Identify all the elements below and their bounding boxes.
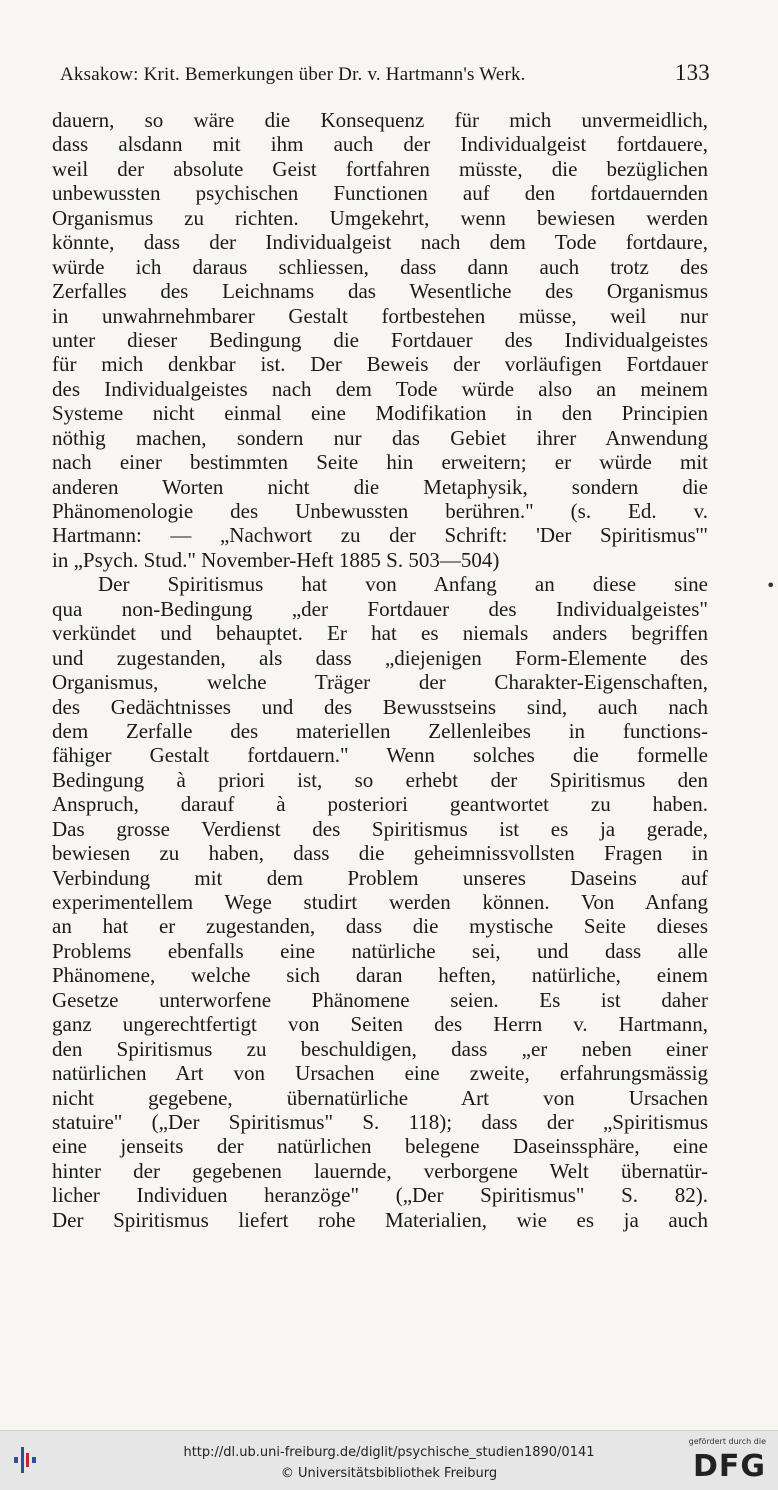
text-line: anderen Worten nicht die Metaphysik, sondern die — [52, 474, 708, 499]
text-line: Der Spiritismus hat von Anfang an diese sine — [98, 572, 708, 597]
text-line: weil der absolute Geist fortfahren müsste, die bezüglichen — [52, 156, 708, 181]
viewer-footer — [0, 1430, 778, 1490]
text-line: des Individualgeistes nach dem Tode würde also an meinem — [52, 376, 708, 401]
dfg-logo[interactable] — [684, 1437, 766, 1485]
text-line: nach einer bestimmten Seite hin erweitern; er würde mit — [52, 450, 708, 475]
text-line: dass alsdann mit ihm auch der Individualgeist fortdauere, — [52, 132, 708, 157]
text-line: Zerfalles des Leichnams das Wesentliche des Organismus — [52, 279, 708, 304]
text-line: unbewussten psychischen Functionen auf den fortdauernden — [52, 181, 708, 206]
text-line: in „Psych. Stud." November-Heft 1885 S. 503—504) — [52, 547, 500, 572]
text-line: unter dieser Bedingung die Fortdauer des Individualgeistes — [52, 327, 708, 352]
text-line: Der Spiritismus liefert rohe Materialien, wie es ja auch — [52, 1207, 708, 1232]
text-line: Phänomene, welche sich daran heften, natürliche, einem — [52, 963, 708, 988]
text-line: den Spiritismus zu beschuldigen, dass „er neben einer — [52, 1036, 708, 1061]
text-line: des Gedächtnisses und des Bewusstseins sind, auch nach — [52, 694, 708, 719]
text-line: licher Individuen heranzöge" („Der Spiritismus" S. 82). — [52, 1183, 708, 1208]
text-line: Phänomenologie des Unbewussten berühren." (s. Ed. v. — [52, 499, 708, 523]
source-url-link[interactable]: http://dl.ub.uni-freiburg.de/diglit/psychische_studien1890/0141 — [183, 1445, 595, 1460]
running-header — [60, 60, 710, 92]
text-line: eine jenseits der natürlichen belegene Daseinssphäre, eine — [52, 1134, 708, 1159]
dfg-logo-text: DFG — [692, 1449, 766, 1484]
running-title: Aksakow: Krit. Bemerkungen über Dr. v. Hartmann's Werk. — [60, 64, 526, 85]
text-line: dauern, so wäre die Konsequenz für mich unvermeidlich, — [52, 108, 708, 132]
text-line: statuire" („Der Spiritismus" S. 118); dass der „Spiritismus — [52, 1109, 708, 1134]
body-text — [52, 108, 708, 1232]
text-line: nicht gegebene, übernatürliche Art von Ursachen — [52, 1085, 708, 1110]
text-line: Organismus zu richten. Umgekehrt, wenn bewiesen werden — [52, 205, 708, 230]
text-line: verkündet und behauptet. Er hat es niemals anders begriffen — [52, 621, 708, 646]
text-line: bewiesen zu haben, dass die geheimnissvollsten Fragen in — [52, 841, 708, 866]
text-line: natürlichen Art von Ursachen eine zweite, erfahrungsmässig — [52, 1061, 708, 1086]
text-line: für mich denkbar ist. Der Beweis der vorläufigen Fortdauer — [52, 352, 708, 377]
text-line: an hat er zugestanden, dass die mystische Seite dieses — [52, 914, 708, 939]
text-line: würde ich daraus schliessen, dass dann auch trotz des — [52, 254, 708, 279]
text-line: Problems ebenfalls eine natürliche sei, und dass alle — [52, 938, 708, 963]
text-line: Systeme nicht einmal eine Modifikation in den Principien — [52, 401, 708, 426]
text-line: Organismus, welche Träger der Charakter-Eigenschaften, — [52, 670, 708, 695]
dfg-funding-note: gefördert durch die — [688, 1437, 766, 1446]
text-line: Bedingung à priori ist, so erhebt der Spiritismus den — [52, 767, 708, 792]
text-line: ganz ungerechtfertigt von Seiten des Herrn v. Hartmann, — [52, 1012, 708, 1037]
text-line: qua non-Bedingung „der Fortdauer des Individualgeistes" — [52, 596, 708, 621]
text-line: nöthig machen, sondern nur das Gebiet ihrer Anwendung — [52, 425, 708, 450]
page-number: 133 — [674, 60, 710, 85]
text-line: experimentellem Wege studirt werden können. Von Anfang — [52, 890, 708, 914]
text-line: Das grosse Verdienst des Spiritismus ist es ja gerade, — [52, 816, 708, 841]
copyright-notice: © Universitätsbibliothek Freiburg — [280, 1466, 498, 1481]
text-line: Gesetze unterworfene Phänomene seien. Es ist daher — [52, 987, 708, 1012]
text-line: in unwahrnehmbarer Gestalt fortbestehen müsse, weil nur — [52, 303, 708, 328]
text-line: Hartmann: — „Nachwort zu der Schrift: 'Der Spiritismus'" — [52, 523, 708, 548]
text-line: fähiger Gestalt fortdauern." Wenn solches die formelle — [52, 743, 708, 768]
text-line: Verbindung mit dem Problem unseres Daseins auf — [52, 865, 708, 890]
text-line: hinter der gegebenen lauernde, verborgene Welt übernatür- — [52, 1158, 708, 1183]
margin-dot: • — [766, 576, 776, 595]
text-line: Anspruch, darauf à posteriori geantwortet zu haben. — [52, 792, 708, 817]
text-line: und zugestanden, als dass „diejenigen Form-Elemente des — [52, 645, 708, 670]
text-line: könnte, dass der Individualgeist nach dem Tode fortdaure, — [52, 230, 708, 255]
text-line: dem Zerfalle des materiellen Zellenleibes in functions- — [52, 718, 708, 743]
